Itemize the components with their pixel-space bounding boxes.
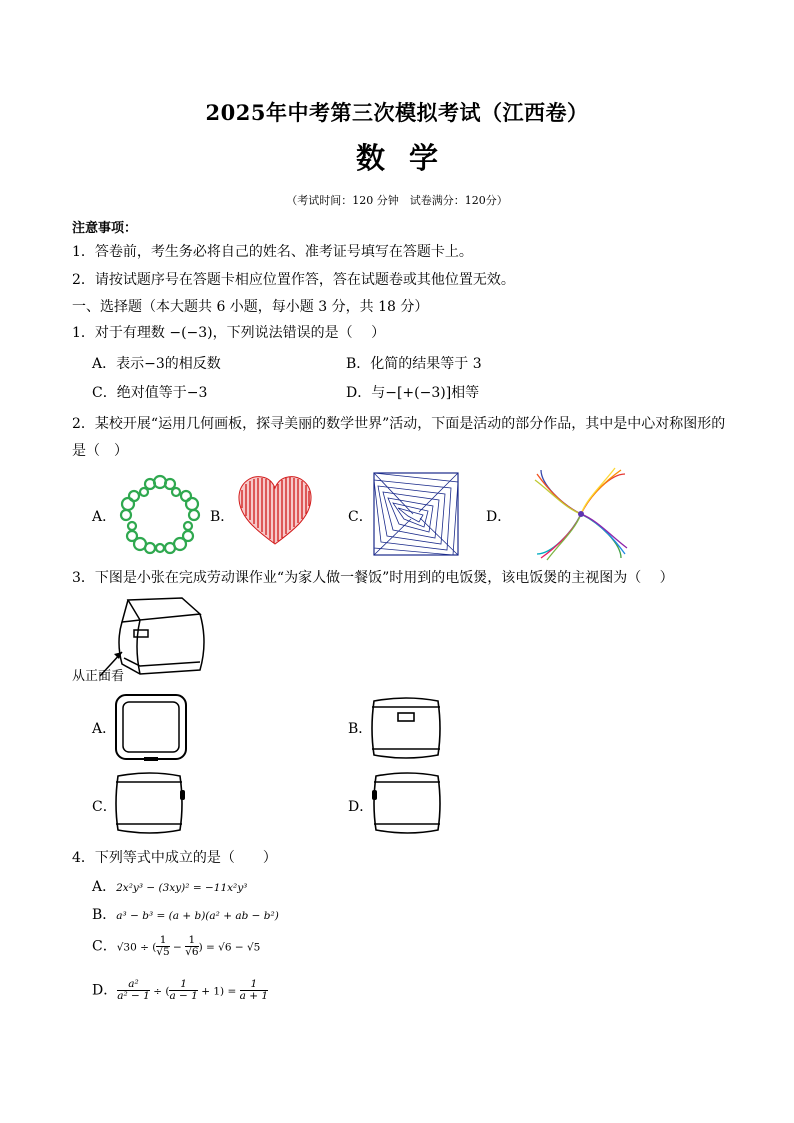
time-note: （考试时间：120 分钟 试卷满分：120分） [286, 194, 508, 207]
q4-d-fraction-3: $\frac{1}{a + 1}$ [239, 978, 269, 1002]
heart-figure [236, 472, 314, 550]
cooker-view-option-a [114, 693, 188, 763]
q4-option-b [92, 904, 279, 924]
q3-caption: 从正面看 [72, 669, 125, 684]
q4-c-right: ) = √6 − √5 [198, 941, 261, 954]
q4-c-left: √30 ÷ ( [116, 941, 157, 954]
q3-label-c: C． [92, 799, 117, 815]
q2-label-c: C． [348, 509, 373, 525]
q3-label-a: A． [92, 721, 117, 737]
pentagon-flower-figure [114, 470, 206, 558]
q4-a-label: A． [92, 879, 117, 895]
notice-item-1: 1．答卷前，考生务必将自己的姓名、准考证号填写在答题卡上。 [72, 244, 473, 260]
cooker-view-option-b [370, 693, 442, 763]
rainbow-pinwheel-figure [528, 466, 634, 562]
q4-d-fraction-1: $\frac{\text{a²}}{\text{a² − 1}}$ [117, 978, 150, 1002]
q4-c-label: C． [92, 938, 117, 955]
q4-option-a [92, 876, 247, 896]
q2-label-d: D． [486, 509, 512, 525]
q3-stem: 3．下图是小张在完成劳动课作业“为家人做一餐饭”时用到的电饭煲，该电饭煲的主视图为（ ） [72, 570, 674, 586]
cooker-view-option-c [114, 770, 188, 838]
exam-title: 2025年中考第三次模拟考试（江西卷） [205, 100, 589, 125]
section-heading: 一、选择题（本大题共 6 小题，每小题 3 分，共 18 分） [72, 299, 429, 315]
q1-option-b: B．化简的结果等于 3 [346, 356, 482, 372]
q4-option-d [92, 979, 268, 1002]
q3-label-d: D． [348, 799, 374, 815]
q4-d-label: D． [92, 982, 118, 999]
q4-a-expr: 2x²y³ − (3xy)² = −11x²y³ [116, 882, 248, 894]
q2-label-b: B． [210, 509, 235, 525]
q1-stem: 1．对于有理数 −(−3)，下列说法错误的是（ ） [72, 325, 386, 341]
subject-title: 数学 [355, 141, 462, 175]
q4-c-fraction-2: $\frac{1}{√6}$ [185, 934, 199, 958]
q1-option-d: D．与−[+(−3)]相等 [346, 385, 480, 401]
q4-d-fraction-2: $\frac{1}{a - 1}$ [169, 978, 198, 1002]
q4-c-minus: − [169, 941, 186, 954]
q2-stem-line1: 2．某校开展“运用几何画板，探寻美丽的数学世界”活动，下面是活动的部分作品，其中是中心对称图形的 [72, 416, 726, 432]
q4-option-c [92, 935, 260, 958]
q2-label-a: A． [92, 509, 117, 525]
q4-b-expr: a³ − b³ = (a + b)(a² + ab − b²) [116, 910, 279, 922]
q1-option-a: A．表示−3的相反数 [92, 356, 221, 372]
q4-d-plus: + 1) = [197, 985, 240, 998]
q4-d-mid: ÷ ( [149, 985, 170, 998]
q4-b-label: B． [92, 907, 117, 923]
q2-stem-line2: 是（ ） [72, 443, 128, 459]
q3-label-b: B． [348, 721, 373, 737]
notice-heading: 注意事项： [72, 221, 138, 236]
q4-c-fraction-1: $\frac{1}{√5}$ [156, 934, 170, 958]
q4-stem: 4．下列等式中成立的是（ ） [72, 850, 277, 866]
cooker-view-option-d [370, 770, 444, 838]
notice-item-2: 2．请按试题序号在答题卡相应位置作答，答在试题卷或其他位置无效。 [72, 272, 515, 288]
twisted-squares-figure [373, 472, 459, 556]
q1-option-c: C．绝对值等于−3 [92, 385, 208, 401]
